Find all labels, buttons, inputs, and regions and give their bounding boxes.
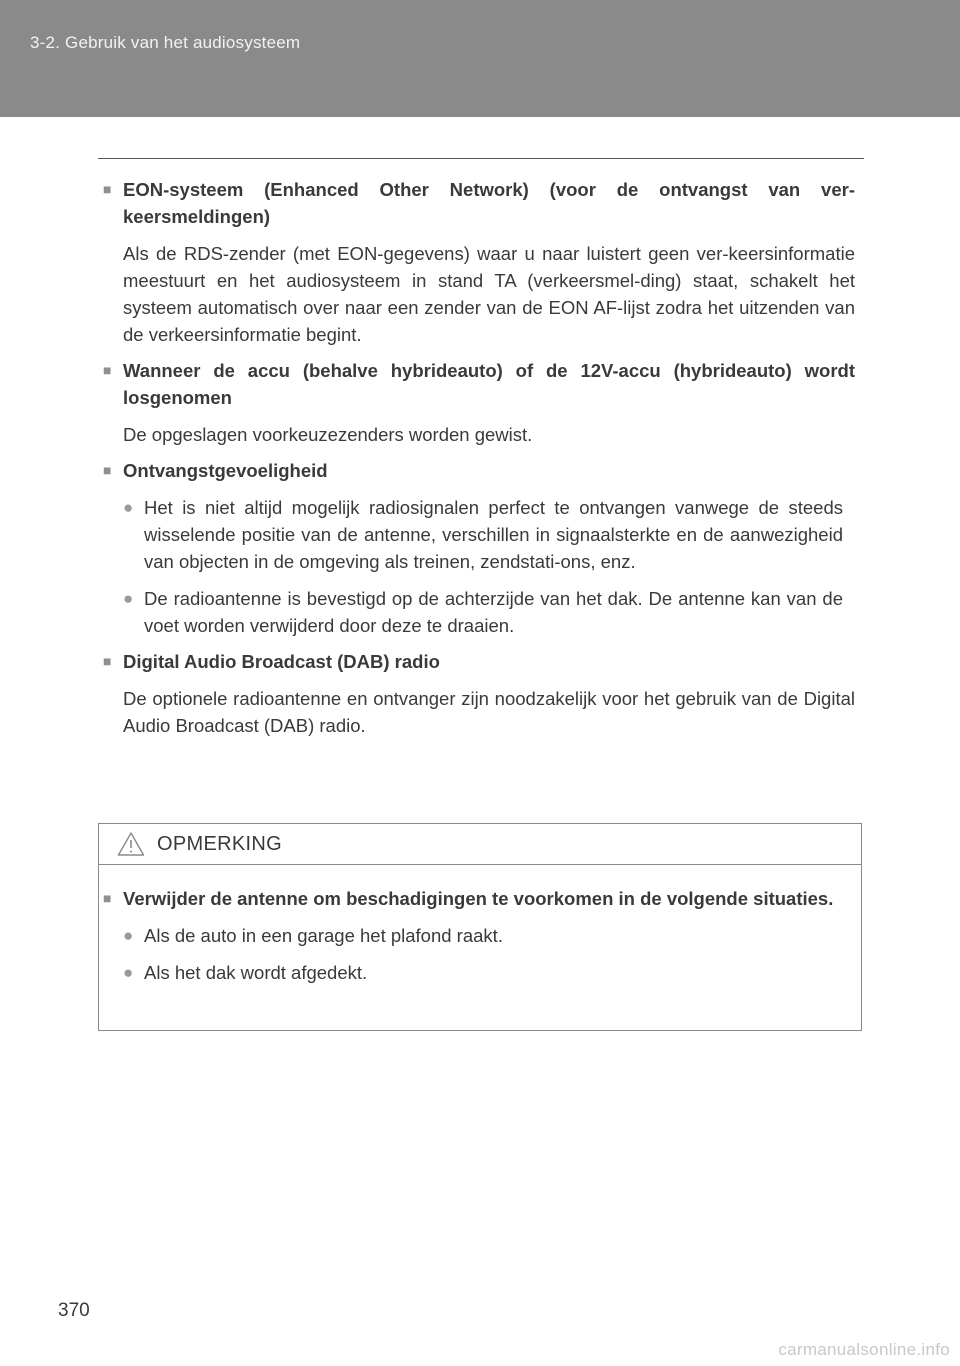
- notice-box: [98, 823, 862, 1031]
- square-bullet-icon: ■: [103, 362, 112, 378]
- section-title: Wanneer de accu (behalve hybrideauto) of de 12V-accu (hybrideauto) wordt losgenomen: [123, 360, 855, 408]
- notice-heading: Verwijder de antenne om beschadigingen te voorkomen in de volgende situaties.: [123, 888, 834, 909]
- section-paragraph: Als de RDS-zender (met EON-gegevens) waar u naar luistert geen ver-keersinformatie meestuurt en het audiosysteem in stand TA (verkeersmel-ding) staat, schakelt het systeem automatisch over naar een zender van de EON AF-lijst zodra het uitzenden van de verkeersinformatie begint.: [123, 243, 855, 345]
- section-title: EON-systeem (Enhanced Other Network) (voor de ontvangst van ver-keersmeldingen): [123, 179, 855, 227]
- circle-bullet-icon: ●: [123, 926, 134, 945]
- list-item-text: Het is niet altijd mogelijk radiosignalen perfect te ontvangen vanwege de steeds wisselende positie van de antenne, verschillen in signaalsterkte en de aanwezigheid van objecten in de omgeving als treinen, zendstati-ons, enz.: [144, 497, 843, 572]
- notice-body: [99, 865, 861, 986]
- list-item: [123, 959, 855, 986]
- circle-bullet-icon: ●: [123, 963, 134, 982]
- section-eon: [103, 176, 855, 348]
- list-item-text: Als het dak wordt afgedekt.: [144, 962, 368, 983]
- notice-header: [99, 824, 861, 865]
- section-paragraph: De opgeslagen voorkeuzezenders worden gewist.: [123, 424, 533, 445]
- circle-bullet-icon: ●: [123, 498, 134, 517]
- list-item: [123, 494, 855, 575]
- warning-triangle-icon: [117, 831, 145, 857]
- section-reception: [103, 457, 855, 639]
- main-content: [103, 176, 855, 748]
- section-title: Digital Audio Broadcast (DAB) radio: [123, 651, 440, 672]
- section-battery: [103, 357, 855, 448]
- section-dab: [103, 648, 855, 739]
- list-item: [123, 922, 855, 949]
- square-bullet-icon: ■: [103, 890, 112, 906]
- section-breadcrumb: 3-2. Gebruik van het audiosysteem: [30, 33, 301, 52]
- circle-bullet-icon: ●: [123, 589, 134, 608]
- page-number: 370: [58, 1300, 90, 1321]
- list-item: [123, 585, 855, 639]
- list-item-text: De radioantenne is bevestigd op de achterzijde van het dak. De antenne kan van de voet worden verwijderd door deze te draaien.: [144, 588, 843, 636]
- square-bullet-icon: ■: [103, 462, 112, 478]
- notice-title: OPMERKING: [157, 832, 282, 855]
- section-title: Ontvangstgevoeligheid: [123, 460, 328, 481]
- list-item-text: Als de auto in een garage het plafond raakt.: [144, 925, 503, 946]
- divider-line: [98, 158, 864, 159]
- square-bullet-icon: ■: [103, 653, 112, 669]
- section-paragraph: De optionele radioantenne en ontvanger zijn noodzakelijk voor het gebruik van de Digital Audio Broadcast (DAB) radio.: [123, 688, 855, 736]
- square-bullet-icon: ■: [103, 181, 112, 197]
- watermark: carmanualsonline.info: [778, 1340, 950, 1359]
- page-header: [0, 0, 960, 117]
